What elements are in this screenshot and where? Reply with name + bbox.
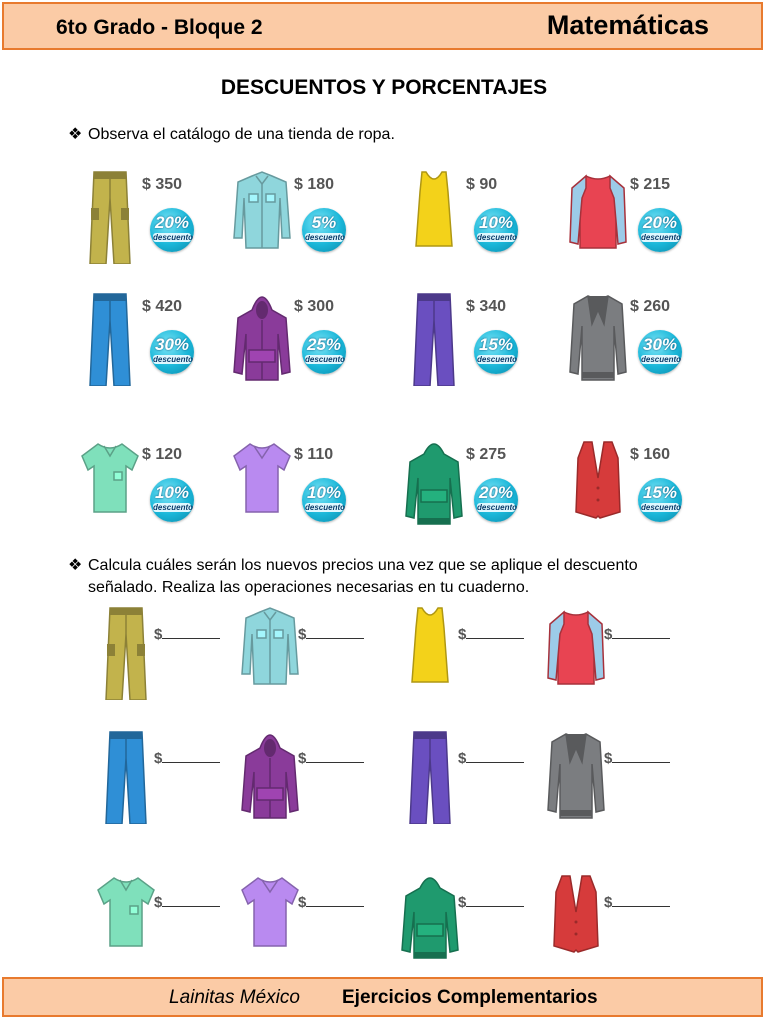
answer-blank[interactable]: $ — [604, 894, 670, 911]
price-label: $ 340 — [466, 298, 507, 315]
discount-label: descuento — [305, 233, 346, 242]
discount-badge — [150, 330, 194, 374]
jeans-icon — [80, 290, 140, 391]
price-label: $ 90 — [466, 176, 498, 193]
catalog-item — [568, 168, 748, 288]
discount-label: descuento — [477, 355, 518, 364]
polo-shirt-icon — [96, 872, 156, 973]
price-label: $ 420 — [142, 298, 183, 315]
discount-label: descuento — [305, 355, 346, 364]
trousers-icon — [400, 728, 460, 829]
discount-badge — [302, 330, 346, 374]
price-label: $ 110 — [294, 446, 334, 463]
discount-percent: 5% — [311, 213, 337, 232]
catalog-item — [404, 290, 584, 410]
vest-icon — [568, 438, 628, 539]
discount-badge — [638, 478, 682, 522]
answer-blank[interactable]: $ — [154, 894, 220, 911]
discount-badge — [302, 478, 346, 522]
tshirt-icon — [240, 872, 300, 973]
price-label: $ 275 — [466, 446, 507, 463]
price-label: $ 300 — [294, 298, 335, 315]
discount-percent: 30% — [642, 335, 678, 354]
sweatshirt-icon — [400, 872, 460, 973]
catalog-item — [404, 438, 584, 558]
discount-percent: 20% — [154, 213, 190, 232]
catalog-item — [232, 438, 412, 558]
discount-label: descuento — [641, 355, 682, 364]
answer-blank[interactable]: $ — [154, 626, 220, 643]
discount-badge — [150, 208, 194, 252]
price-label: $ 120 — [142, 446, 183, 463]
answer-blank[interactable]: $ — [458, 626, 524, 643]
price-label: $ 180 — [294, 176, 335, 193]
pants-icon — [80, 168, 140, 269]
discount-badge — [474, 330, 518, 374]
answer-blank[interactable]: $ — [298, 626, 364, 643]
discount-label: descuento — [477, 233, 518, 242]
discount-percent: 30% — [154, 335, 190, 354]
answer-blank[interactable]: $ — [298, 750, 364, 767]
discount-label: descuento — [477, 503, 518, 512]
catalog-item — [568, 290, 748, 410]
trousers-icon — [404, 290, 464, 391]
answer-blank[interactable]: $ — [458, 894, 524, 911]
discount-label: descuento — [641, 503, 682, 512]
vest-icon — [546, 872, 606, 973]
catalog-item — [232, 290, 412, 410]
discount-label: descuento — [641, 233, 682, 242]
discount-percent: 10% — [478, 213, 514, 232]
footer-bar — [2, 977, 763, 1017]
discount-percent: 15% — [642, 483, 678, 502]
leather-jacket-icon — [546, 728, 606, 829]
answer-item — [546, 728, 726, 848]
instruction-text: Calcula cuáles serán los nuevos precios una vez que se aplique el descuento señalado. Realiza las operaciones necesarias en tu cuaderno. — [88, 557, 638, 596]
discount-badge — [474, 478, 518, 522]
discount-badge — [150, 478, 194, 522]
discount-badge — [638, 330, 682, 374]
answer-blank[interactable]: $ — [154, 750, 220, 767]
tanktop-icon — [404, 168, 464, 269]
price-label: $ 350 — [142, 176, 183, 193]
answer-blank[interactable]: $ — [604, 626, 670, 643]
leather-jacket-icon — [568, 290, 628, 391]
jeans-icon — [96, 728, 156, 829]
subject-title: Matemáticas — [546, 10, 709, 40]
discount-label: descuento — [153, 503, 194, 512]
discount-percent: 20% — [478, 483, 514, 502]
discount-percent: 15% — [478, 335, 514, 354]
discount-label: descuento — [153, 355, 194, 364]
sweatshirt-icon — [404, 438, 464, 539]
instruction-text: Observa el catálogo de una tienda de ropa. — [88, 126, 395, 143]
shirt-icon — [232, 168, 292, 269]
discount-percent: 10% — [154, 483, 190, 502]
polo-shirt-icon — [80, 438, 140, 539]
footer-series: Ejercicios Complementarios — [342, 987, 598, 1008]
price-label: $ 160 — [630, 446, 671, 463]
instruction-observe — [68, 124, 708, 146]
discount-percent: 25% — [306, 335, 342, 354]
discount-label: descuento — [153, 233, 194, 242]
answer-blank[interactable]: $ — [604, 750, 670, 767]
answer-item — [546, 604, 726, 724]
hoodie-icon — [232, 290, 292, 391]
pants-icon — [96, 604, 156, 705]
tanktop-icon — [400, 604, 460, 705]
grade-label: 6to Grado - Bloque 2 — [56, 16, 263, 39]
tshirt-icon — [232, 438, 292, 539]
discount-label: descuento — [305, 503, 346, 512]
discount-badge — [302, 208, 346, 252]
header-bar — [2, 2, 763, 50]
answer-item — [546, 872, 726, 992]
bullet-icon: ❖ — [68, 126, 83, 143]
price-label: $ 215 — [630, 176, 671, 193]
catalog-item — [568, 438, 748, 558]
footer-author: Lainitas México — [169, 987, 300, 1008]
catalog-item — [232, 168, 412, 288]
answer-blank[interactable]: $ — [298, 894, 364, 911]
discount-percent: 20% — [642, 213, 678, 232]
instruction-calculate — [68, 555, 708, 599]
hoodie-icon — [240, 728, 300, 829]
price-label: $ 260 — [630, 298, 671, 315]
answer-item — [240, 728, 420, 848]
answer-blank[interactable]: $ — [458, 750, 524, 767]
discount-badge — [638, 208, 682, 252]
raglan-shirt-icon — [546, 604, 606, 705]
discount-badge — [474, 208, 518, 252]
bullet-icon: ❖ — [68, 557, 83, 574]
shirt-icon — [240, 604, 300, 705]
discount-percent: 10% — [306, 483, 342, 502]
answer-item — [240, 872, 420, 992]
answer-item — [240, 604, 420, 724]
page-title: DESCUENTOS Y PORCENTAJES — [220, 76, 548, 99]
raglan-shirt-icon — [568, 168, 628, 269]
catalog-item — [404, 168, 584, 288]
